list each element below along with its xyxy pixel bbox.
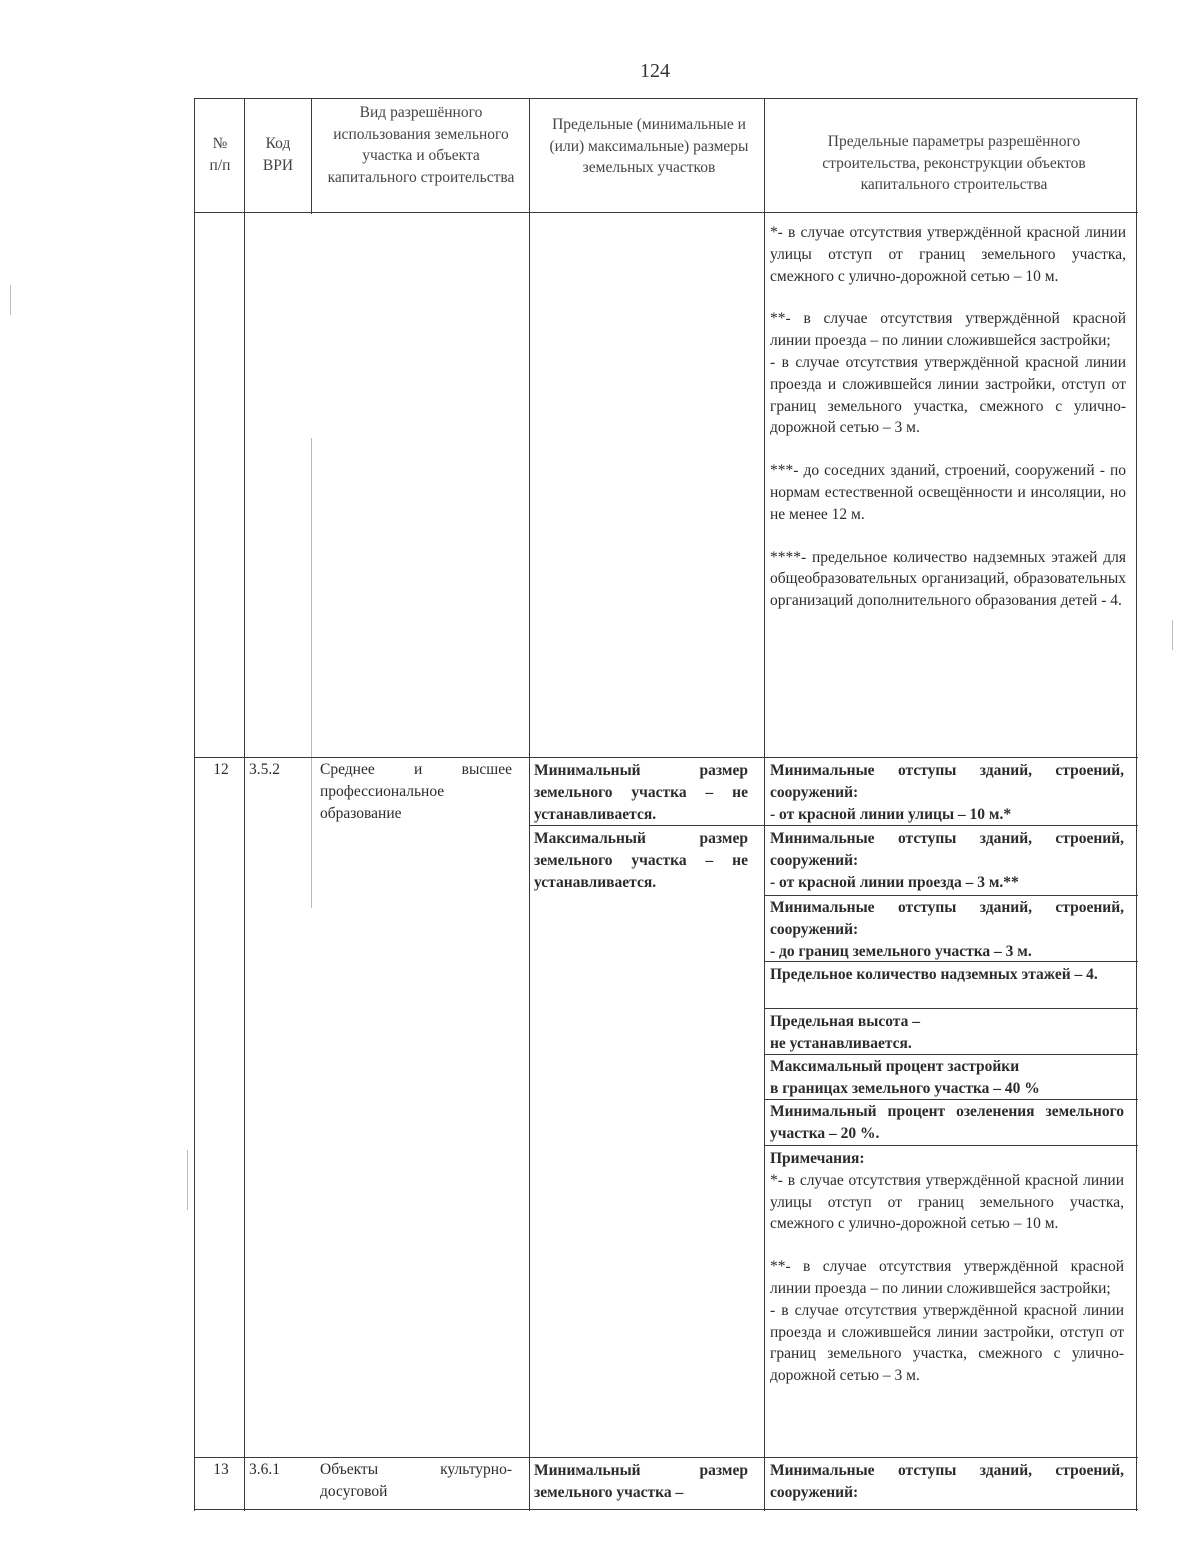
param-value: в границах земельного участка – 40 % <box>770 1079 1040 1097</box>
param-head: Минимальные отступы зданий, строений, сооружений: <box>770 899 1124 938</box>
param-head: Минимальные отступы зданий, строений, сооружений: <box>770 762 1124 801</box>
row13-code: 3.6.1 <box>249 1461 280 1478</box>
header-build-params: Предельные параметры разрешённого строительства, реконструкции объектов капитального строительства <box>822 133 1086 193</box>
row13-num: 13 <box>213 1461 229 1478</box>
table-border <box>311 98 312 214</box>
param-value: - до границ земельного участка – 3 м. <box>770 942 1032 960</box>
row12-param-5 <box>770 1011 1124 1055</box>
scan-artifact <box>1172 620 1173 650</box>
row13-min-size: Минимальный размер земельного участка – <box>534 1462 748 1501</box>
scan-artifact <box>10 285 11 315</box>
note-text: ****- предельное количество надземных этажей для общеобразовательных организаций, образовательных организаций дополнительного образования детей - 4. <box>770 548 1126 610</box>
table-border <box>529 98 530 1511</box>
zoning-table <box>194 98 1138 1511</box>
table-border <box>194 98 195 1511</box>
note-text: *- в случае отсутствия утверждённой красной линии улицы отступ от границ земельного участка, смежного с улично-дорожной сетью – 10 м. <box>770 224 1126 285</box>
table-border <box>244 98 245 1511</box>
table-border <box>194 1509 1138 1510</box>
row12-param-7: Минимальный процент озеленения земельного участка – 20 %. <box>770 1103 1124 1142</box>
row12-use-type: Среднее и высшее профессиональное образование <box>320 761 512 822</box>
param-head: Максимальный процент застройки <box>770 1058 1020 1075</box>
header-plot-sizes: Предельные (минимальные и (или) максимальные) размеры земельных участков <box>549 116 749 176</box>
header-code: Код ВРИ <box>262 135 294 174</box>
table-border <box>1136 98 1137 1511</box>
row12-param-6 <box>770 1056 1124 1100</box>
note-text: **- в случае отсутствия утверждённой красной линии проезда – по линии сложившейся застройки; <box>770 310 1126 350</box>
row13-use-type: Объекты культурно-досуговой <box>320 1461 512 1500</box>
row13-param-1: Минимальные отступы зданий, строений, сооружений: <box>770 1462 1124 1501</box>
param-head: Минимальные отступы зданий, строений, сооружений: <box>770 830 1124 869</box>
row12-param-2 <box>770 828 1124 893</box>
row12-param-4: Предельное количество надземных этажей – 4. <box>770 966 1098 983</box>
row12-max-size: Максимальный размер земельного участка – не устанавливается. <box>534 830 748 891</box>
table-border <box>194 212 1138 213</box>
row12-param-1 <box>770 760 1124 825</box>
row12-notes <box>770 1148 1124 1387</box>
table-border <box>764 98 765 1511</box>
note-text: - в случае отсутствия утверждённой красной линии проезда и сложившейся линии застройки, отступ от границ земельного участка, смежного с улично-дорожной сетью – 3 м. <box>770 1301 1124 1385</box>
param-value: - от красной линии улицы – 10 м.* <box>770 805 1012 823</box>
page-number: 124 <box>640 60 670 82</box>
table-border <box>311 438 312 908</box>
note-text: *- в случае отсутствия утверждённой красной линии улицы отступ от границ земельного участка, смежного с улично-дорожной сетью – 10 м. <box>770 1171 1124 1233</box>
header-num: № п/п <box>209 135 231 174</box>
param-head: Предельная высота – <box>770 1013 920 1030</box>
scan-artifact <box>187 1150 188 1210</box>
param-value: - от красной линии проезда – 3 м.** <box>770 873 1019 891</box>
row12-min-size: Минимальный размер земельного участка – не устанавливается. <box>534 762 748 823</box>
notes-title: Примечания: <box>770 1150 865 1167</box>
table-border <box>764 1145 1138 1146</box>
table-border <box>194 98 1138 99</box>
table-border <box>764 1008 1138 1009</box>
continued-notes <box>770 222 1126 612</box>
note-text: **- в случае отсутствия утверждённой красной линии проезда – по линии сложившейся застройки; <box>770 1258 1124 1297</box>
row12-param-3 <box>770 897 1124 962</box>
note-text: - в случае отсутствия утверждённой красной линии проезда и сложившейся линии застройки, отступ от границ земельного участка, смежного с улично-дорожной сетью – 3 м. <box>770 353 1126 437</box>
row12-code: 3.5.2 <box>249 761 280 778</box>
note-text: ***- до соседних зданий, строений, сооружений - по нормам естественной освещённости и инсоляции, но не менее 12 м. <box>770 462 1126 523</box>
row12-num: 12 <box>213 761 229 778</box>
param-value: не устанавливается. <box>770 1034 912 1052</box>
header-use-type: Вид разрешённого использования земельного участка и объекта капитального строительства <box>327 104 515 186</box>
